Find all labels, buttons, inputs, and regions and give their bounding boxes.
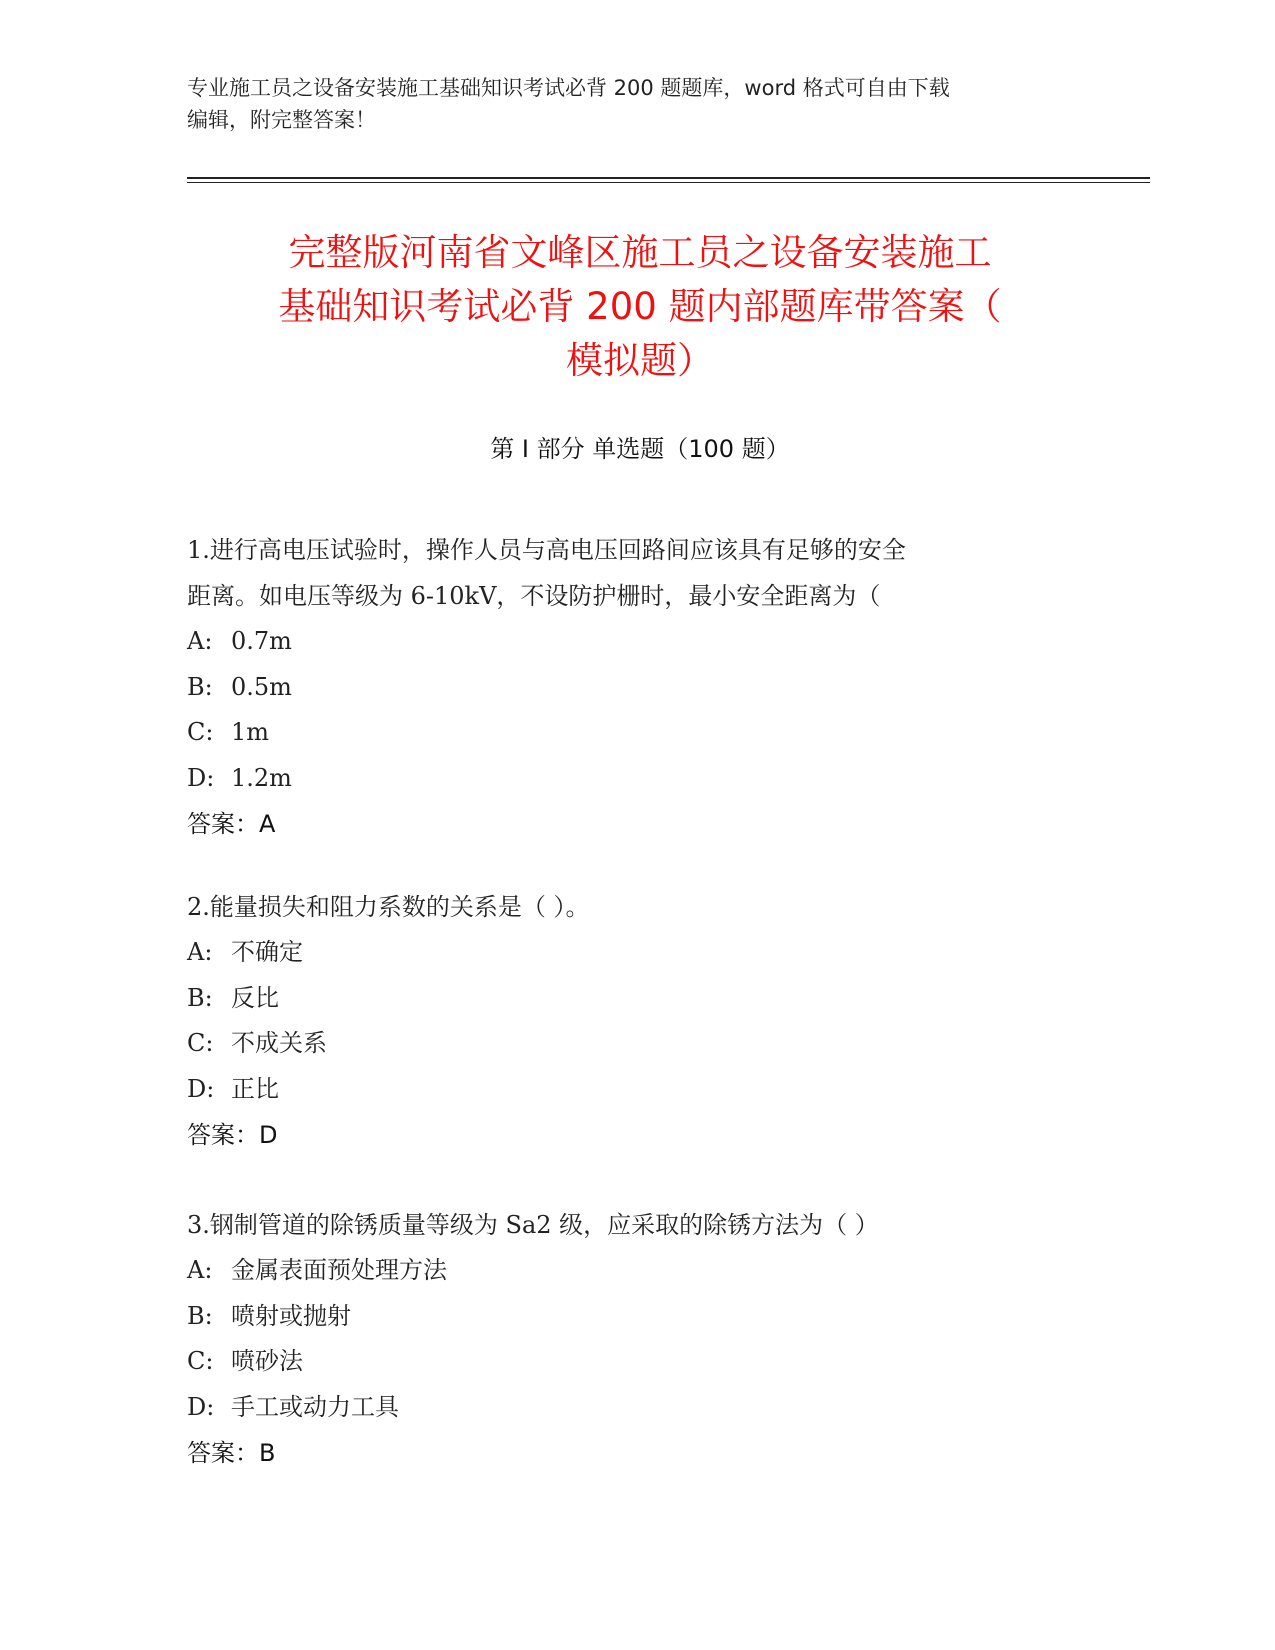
option-key: B:: [187, 1301, 213, 1330]
option-key: D:: [187, 763, 215, 792]
option-text: 0.5m: [231, 672, 292, 701]
option-text: 喷射或抛射: [231, 1301, 351, 1330]
answer-line: 答案：A: [187, 810, 276, 838]
option-key: C:: [187, 718, 214, 746]
option-key: A:: [187, 627, 213, 655]
option-c: [187, 1339, 1087, 1385]
question-stem: 3.钢制管道的除锈质量等级为 Sa2 级，应采取的除锈方法为（ ）: [187, 1211, 879, 1239]
question-stem: 2.能量损失和阻力系数的关系是（ ）。: [187, 893, 590, 921]
option-a: [187, 930, 1087, 976]
option-text: 1m: [231, 718, 270, 746]
section-title: 第 I 部分 单选题（100 题）: [490, 435, 790, 463]
answer-line: 答案：D: [187, 1121, 278, 1149]
option-text: 0.7m: [231, 627, 292, 655]
option-key: A:: [187, 938, 213, 966]
option-b: [187, 1294, 1087, 1340]
option-c: [187, 1021, 1087, 1067]
option-d: [187, 1067, 1087, 1113]
title-line: 完整版河南省文峰区施工员之设备安装施工: [288, 231, 992, 274]
document-header: [187, 72, 1087, 136]
header-divider: [187, 177, 1150, 183]
option-key: A:: [187, 1256, 213, 1284]
option-text: 1.2m: [231, 763, 292, 792]
option-text: 正比: [231, 1074, 279, 1103]
question-2: [187, 884, 1087, 1158]
question-stem: 距离。如电压等级为 6-10kV，不设防护栅时，最小安全距离为（: [187, 582, 881, 610]
option-b: [187, 665, 1087, 711]
document-title: [190, 226, 1090, 388]
option-c: [187, 710, 1087, 756]
header-line: 编辑，附完整答案！: [187, 108, 376, 132]
option-a: [187, 1248, 1087, 1294]
question-stem: 1.进行高电压试验时，操作人员与高电压回路间应该具有足够的安全: [187, 536, 906, 564]
option-text: 不成关系: [231, 1029, 327, 1057]
option-d: [187, 756, 1087, 802]
option-key: C:: [187, 1347, 214, 1375]
option-text: 反比: [231, 983, 279, 1012]
header-line: 专业施工员之设备安装施工基础知识考试必背 200 题题库，word 格式可自由下载: [187, 76, 950, 100]
question-1: [187, 527, 1087, 847]
title-line: 模拟题）: [566, 339, 714, 382]
title-line: 基础知识考试必背 200 题内部题库带答案（: [278, 285, 1002, 328]
option-d: [187, 1385, 1087, 1431]
option-key: D:: [187, 1392, 215, 1421]
option-text: 手工或动力工具: [231, 1392, 399, 1421]
option-key: C:: [187, 1029, 214, 1057]
option-a: [187, 619, 1087, 665]
option-text: 不确定: [231, 938, 303, 966]
option-key: D:: [187, 1074, 215, 1103]
option-text: 金属表面预处理方法: [231, 1256, 447, 1284]
option-text: 喷砂法: [231, 1347, 303, 1375]
option-b: [187, 976, 1087, 1022]
option-key: B:: [187, 983, 213, 1012]
option-key: B:: [187, 672, 213, 701]
answer-line: 答案：B: [187, 1439, 276, 1467]
question-3: [187, 1202, 1087, 1476]
